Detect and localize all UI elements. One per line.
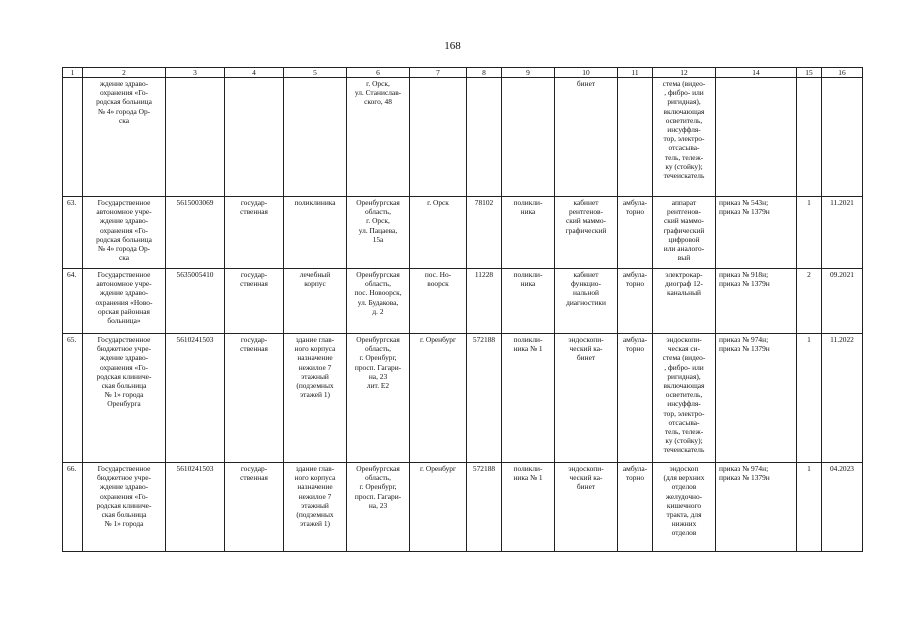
row-number: 63. [63, 197, 83, 269]
row-number: 65. [63, 334, 83, 463]
row-number [63, 78, 83, 197]
organization-name: Государственное автономное учре- ждение здраво- охранения «Ново- орская районная больница» [83, 269, 166, 334]
locality: пос. Но- воорск [410, 269, 467, 334]
row-number: 66. [63, 463, 83, 552]
unit: поликли- ника [502, 197, 555, 269]
col-header: 10 [555, 68, 618, 78]
code: 572188 [467, 334, 502, 463]
date [822, 78, 863, 197]
col-header: 4 [225, 68, 284, 78]
room: эндоскопи- ческий ка- бинет [555, 334, 618, 463]
locality: г. Орск [410, 197, 467, 269]
order: приказ № 918н; приказ № 1379н [716, 269, 797, 334]
building [284, 78, 347, 197]
inn [166, 78, 225, 197]
organization-name: ждение здраво- охранения «Го- родская больница № 4» города Ор- ска [83, 78, 166, 197]
ownership: государ- ственная [225, 463, 284, 552]
inn: 5635005410 [166, 269, 225, 334]
locality: г. Оренбург [410, 463, 467, 552]
col-header: 9 [502, 68, 555, 78]
room: бинет [555, 78, 618, 197]
col-header: 5 [284, 68, 347, 78]
building: здание глав- ного корпуса назначение нежилое 7 этажный (подземных этажей 1) [284, 334, 347, 463]
table-row [63, 334, 863, 463]
care-type: амбула- торно [618, 463, 653, 552]
quantity: 1 [797, 334, 822, 463]
care-type: амбула- торно [618, 334, 653, 463]
page-number: 168 [444, 40, 461, 52]
col-header: 15 [797, 68, 822, 78]
col-header: 14 [716, 68, 797, 78]
address: Оренбургская область, г. Оренбург, просп. Гагари- на, 23 [347, 463, 410, 552]
order: приказ № 543н; приказ № 1379н [716, 197, 797, 269]
date: 11.2022 [822, 334, 863, 463]
quantity: 1 [797, 197, 822, 269]
locality: г. Оренбург [410, 334, 467, 463]
col-header: 7 [410, 68, 467, 78]
date: 04.2023 [822, 463, 863, 552]
code [467, 78, 502, 197]
ownership: государ- ственная [225, 197, 284, 269]
care-type [618, 78, 653, 197]
date: 09.2021 [822, 269, 863, 334]
order: приказ № 974н; приказ № 1379н [716, 463, 797, 552]
col-header: 12 [653, 68, 716, 78]
equipment-table [62, 67, 863, 552]
table-row [63, 78, 863, 197]
building: здание глав- ного корпуса назначение нежилое 7 этажный (подземных этажей 1) [284, 463, 347, 552]
ownership: государ- ственная [225, 269, 284, 334]
ownership [225, 78, 284, 197]
table-row [63, 463, 863, 552]
col-header: 2 [83, 68, 166, 78]
address: г. Орск, ул. Станислав- ского, 48 [347, 78, 410, 197]
organization-name: Государственное автономное учре- ждение здраво- охранения «Го- родская больница № 4» города Ор- ска [83, 197, 166, 269]
table-row [63, 197, 863, 269]
organization-name: Государственное бюджетное учре- ждение здраво- охранения «Го- родская клиниче- ская больница № 1» города [83, 463, 166, 552]
code: 572188 [467, 463, 502, 552]
unit: поликли- ника № 1 [502, 334, 555, 463]
col-header: 3 [166, 68, 225, 78]
col-header: 16 [822, 68, 863, 78]
header-row [63, 68, 863, 78]
inn: 5610241503 [166, 463, 225, 552]
inn: 5615003069 [166, 197, 225, 269]
inn: 5610241503 [166, 334, 225, 463]
address: Оренбургская область, г. Оренбург, просп. Гагари- на, 23 лит. Е2 [347, 334, 410, 463]
unit [502, 78, 555, 197]
building: лечебный корпус [284, 269, 347, 334]
locality [410, 78, 467, 197]
equipment: аппарат рентгенов- ский маммо- графический цифровой или аналого- вый [653, 197, 716, 269]
order [716, 78, 797, 197]
room: кабинет рентгенов- ский маммо- графический [555, 197, 618, 269]
address: Оренбургская область, пос. Новоорск, ул. Будакова, д. 2 [347, 269, 410, 334]
equipment: электрокар- диограф 12- канальный [653, 269, 716, 334]
equipment: стема (видео- , фибро- или ригидная), включающая осветитель, инсуффля- тор, электро- отсасыва- тель, тележ- ку (стойку); течеискатель [653, 78, 716, 197]
col-header: 11 [618, 68, 653, 78]
code: 78102 [467, 197, 502, 269]
care-type: амбула- торно [618, 197, 653, 269]
organization-name: Государственное бюджетное учре- ждение здраво- охранения «Го- родская клиниче- ская больница № 1» города Оренбурга [83, 334, 166, 463]
col-header: 8 [467, 68, 502, 78]
table-row [63, 269, 863, 334]
address: Оренбургская область, г. Орск, ул. Пацаева, 15а [347, 197, 410, 269]
code: 11228 [467, 269, 502, 334]
quantity [797, 78, 822, 197]
order: приказ № 974н; приказ № 1379н [716, 334, 797, 463]
col-header: 6 [347, 68, 410, 78]
quantity: 1 [797, 463, 822, 552]
equipment: эндоскопи- ческая си- стема (видео- , фибро- или ригидная), включающая осветитель, инсуффля- тор, электро- отсасыва- тель, тележ- ку (стойку); течеискатель [653, 334, 716, 463]
ownership: государ- ственная [225, 334, 284, 463]
unit: поликли- ника № 1 [502, 463, 555, 552]
building: поликлиника [284, 197, 347, 269]
quantity: 2 [797, 269, 822, 334]
care-type: амбула- торно [618, 269, 653, 334]
date: 11.2021 [822, 197, 863, 269]
col-header: 1 [63, 68, 83, 78]
room: эндоскопи- ческий ка- бинет [555, 463, 618, 552]
room: кабинет функцио- нальной диагностики [555, 269, 618, 334]
row-number: 64. [63, 269, 83, 334]
unit: поликли- ника [502, 269, 555, 334]
equipment: эндоскоп (для верхних отделов желудочно- кишечного тракта, для нижних отделов [653, 463, 716, 552]
